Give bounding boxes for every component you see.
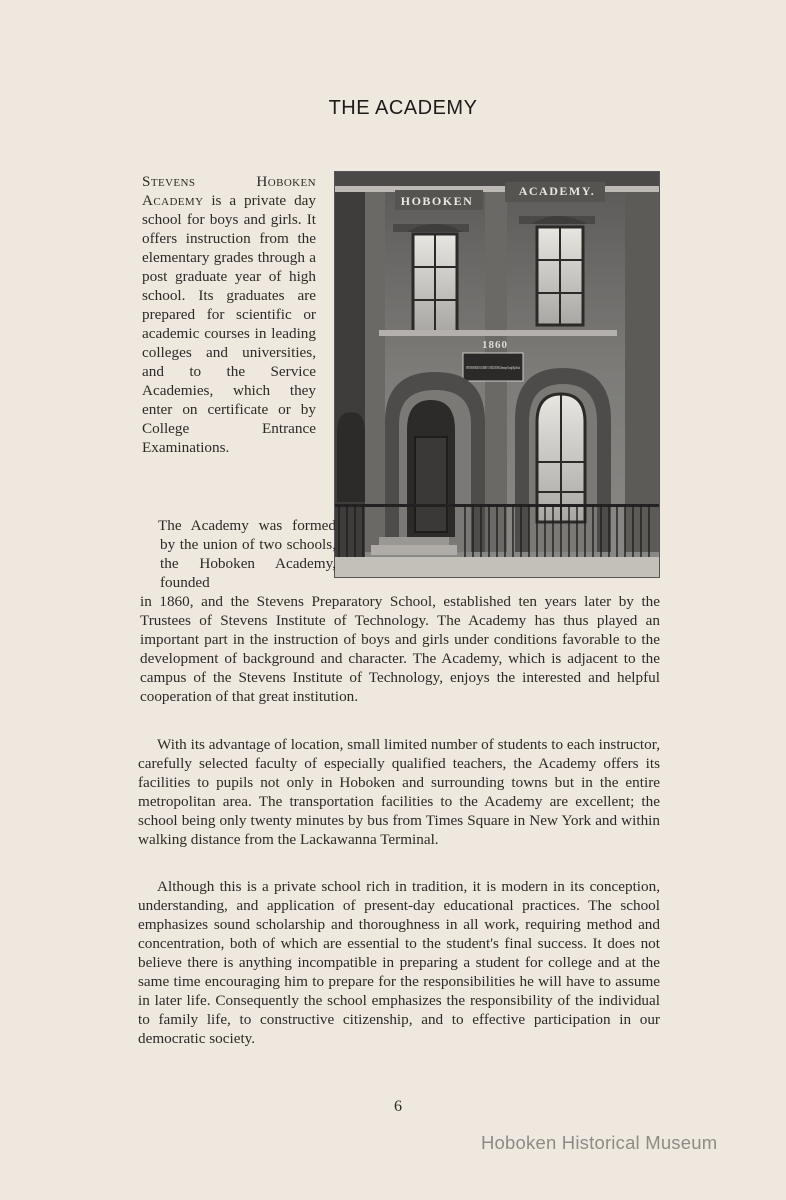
sign-hoboken: HOBOKEN <box>400 194 474 208</box>
school-name-lead: Stevens Hoboken Academy <box>142 173 316 209</box>
photo-plaque: STEVENS HOBOKEN ACADEMY CO-EDUCATIONAL Elementary Through High School <box>466 365 521 370</box>
philosophy-paragraph: Although this is a private school rich in tradition, it is modern in its conception, understanding, and application of present-day educational practices. The school emphasizes sound scholarship and thoroughness in all work, requiring method and concentration, both of which are essential to the student's final success. It does not believe there is anything incompatible in preparing a student for college and at the same time encouraging him to prepare for the responsibilities he will have to assume in later life. Consequently the school emphasizes the responsibility of the individual to family life, to constructive citizenship, and to effective participation in our democratic society. <box>138 878 660 1047</box>
intro-text: is a private day school for boys and girls. It offers instruction from the elementary grades through a post graduate year of high school. Its graduates are prepared for scientific or academic courses in leading colleges and universities, and to the Service Academies, which they enter on certificate or by College Entrance Examinations. <box>142 192 316 456</box>
history-text-start: The Academy was formed by the union of two schools, the Hoboken Academy, founded <box>158 517 336 591</box>
sign-academy: ACADEMY. <box>518 184 596 198</box>
history-text-rest: in 1860, and the Stevens Preparatory School, established ten years later by the Trustees of Stevens Institute of Technology. The Academy has thus played an important part in the instruction of boys and girls under conditions favorable to the development of background and character. The Academy, which is adjacent to the campus of the Stevens Institute of Technology, enjoys the interested and helpful cooperation of that great institution. <box>140 593 660 705</box>
museum-watermark: Hoboken Historical Museum <box>481 1132 718 1153</box>
intro-paragraph <box>142 172 316 457</box>
location-paragraph: With its advantage of location, small limited number of students to each instructor, carefully selected faculty of especially qualified teachers, the Academy offers its facilities to pupils not only in Hoboken and surrounding towns but in the entire metropolitan area. The transportation facilities to the Academy are excellent; the school being only twenty minutes by bus from Times Square in New York and within walking distance from the Lackawanna Terminal. <box>138 736 660 848</box>
page-number: 6 <box>394 1098 402 1115</box>
history-paragraph <box>140 516 660 706</box>
date-stone: 1860 <box>482 339 508 351</box>
page-title: THE ACADEMY <box>328 97 478 119</box>
